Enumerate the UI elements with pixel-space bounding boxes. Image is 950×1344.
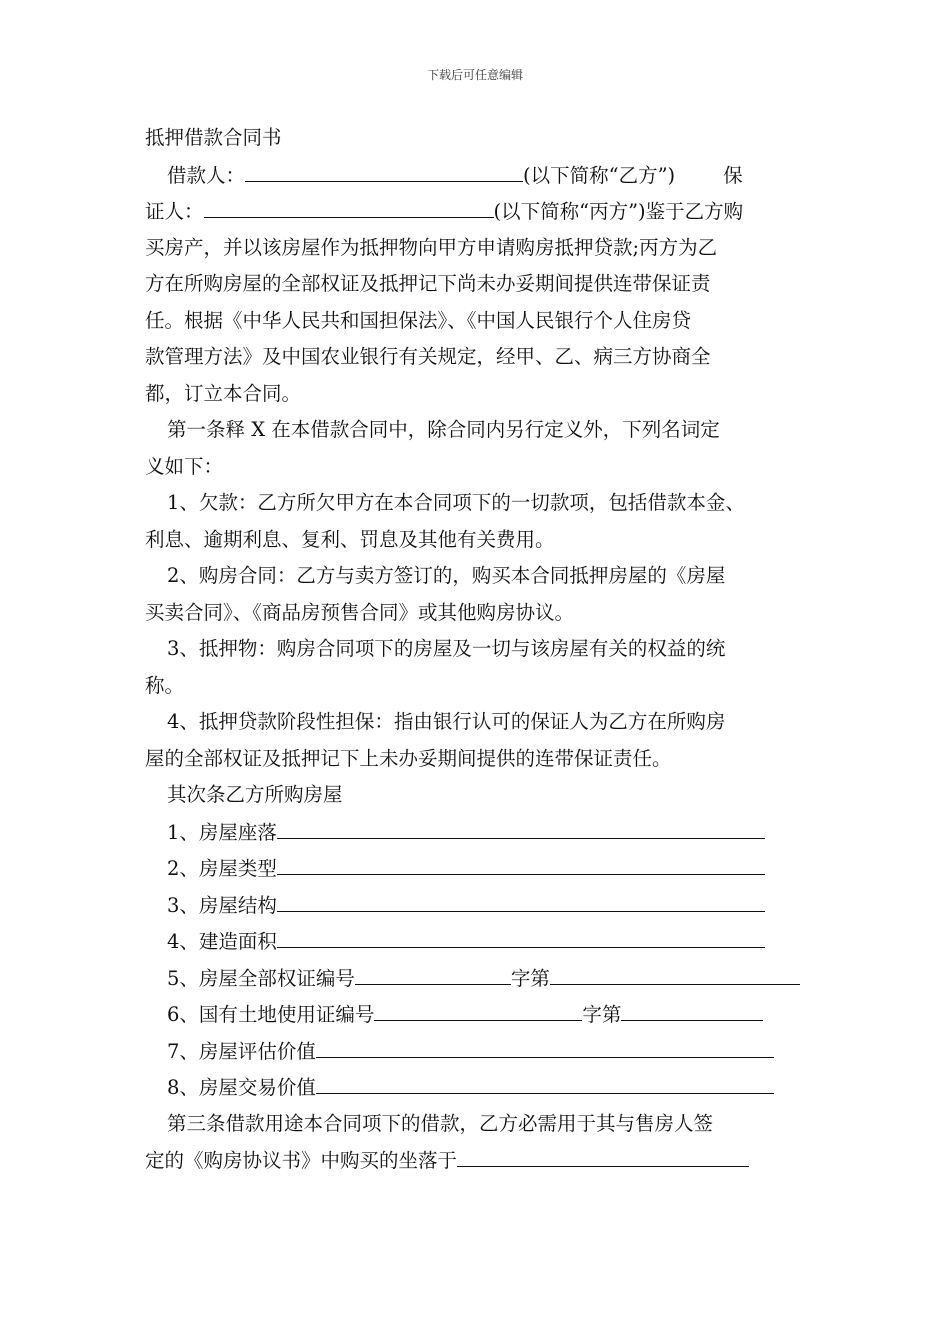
- ownership-cert-blank: [355, 960, 511, 985]
- transaction-value-blank: [316, 1069, 774, 1094]
- intro-text: 任。根据《中华人民共和国担保法》、《中国人民银行个人住房贷: [145, 308, 692, 332]
- article1-heading: 第一条释 X 在本借款合同中，除合同内另行定义外，下列名词定: [167, 418, 720, 441]
- house-location-label: 1、房屋座落: [167, 820, 277, 844]
- definition-item: 3、抵押物：购房合同项下的房屋及一切与该房屋有关的权益的统: [167, 637, 726, 660]
- article3-text: [145, 1142, 825, 1179]
- house-area-blank: [277, 923, 765, 948]
- house-type-blank: [277, 850, 765, 875]
- article1-text: 义如下：: [145, 454, 224, 478]
- definition-item: 2、购房合同：乙方与卖方签订的，购买本合同抵押房屋的《房屋: [167, 564, 726, 587]
- house-field: [145, 887, 825, 924]
- definition-item: 利息、逾期利息、复利、罚息及其他有关费用。: [145, 527, 555, 551]
- house-area-label: 4、建造面积: [167, 930, 277, 953]
- appraisal-value-blank: [316, 1033, 774, 1058]
- definition-item: 称。: [145, 673, 185, 697]
- house-field: [145, 923, 825, 960]
- borrower-blank: [245, 157, 523, 182]
- ownership-cert-label: 5、房屋全部权证编号: [167, 966, 355, 990]
- transaction-value-label: 8、房屋交易价值: [167, 1076, 316, 1099]
- house-field: [145, 850, 825, 887]
- house-field: [145, 1033, 825, 1070]
- intro-text: 都，订立本合同。: [145, 381, 302, 405]
- article3-heading: 第三条借款用途本合同项下的借款，乙方必需用于其与售房人签: [167, 1111, 714, 1135]
- guarantor-prefix: 保: [723, 163, 743, 187]
- land-cert-blank: [374, 996, 582, 1021]
- article3-location-label: 定的《购房协议书》中购买的坐落于: [145, 1149, 458, 1172]
- house-field: [145, 814, 825, 851]
- appraisal-value-label: 7、房屋评估价值: [167, 1039, 316, 1063]
- borrower-label: 借款人：: [167, 163, 246, 187]
- house-structure-blank: [277, 887, 765, 912]
- house-field: [145, 996, 825, 1033]
- contract-body: [145, 120, 825, 1179]
- guarantor-alias: (以下简称“丙方”)鉴于乙方购: [493, 200, 744, 223]
- ownership-cert-number-blank: [550, 960, 800, 985]
- intro-text: 买房产，并以该房屋作为抵押物向甲方申请购房抵押贷款;丙方为乙: [145, 235, 718, 259]
- land-cert-suffix: 字第: [582, 1003, 622, 1026]
- guarantor-line: [145, 193, 825, 230]
- intro-text: 方在所购房屋的全部权证及抵押记下尚未办妥期间提供连带保证责: [145, 272, 711, 295]
- land-cert-number-blank: [621, 996, 763, 1021]
- guarantor-blank: [204, 193, 494, 218]
- house-structure-label: 3、房屋结构: [167, 893, 277, 917]
- house-field: [145, 960, 825, 997]
- definition-item: 屋的全部权证及抵押记下上未办妥期间提供的连带保证责任。: [145, 746, 672, 770]
- borrower-alias: (以下简称“乙方”): [523, 163, 676, 187]
- definition-item: 4、抵押贷款阶段性担保：指由银行认可的保证人为乙方在所购房: [167, 710, 726, 733]
- house-type-label: 2、房屋类型: [167, 857, 277, 880]
- definition-item: 买卖合同》、《商品房预售合同》或其他购房协议。: [145, 600, 575, 624]
- ownership-cert-suffix: 字第: [510, 966, 550, 990]
- download-note: 下载后可任意编辑: [426, 68, 523, 82]
- land-cert-label: 6、国有土地使用证编号: [167, 1003, 375, 1026]
- intro-text: 款管理方法》及中国农业银行有关规定，经甲、乙、病三方协商全: [145, 345, 711, 368]
- house-field: [145, 1069, 825, 1106]
- contract-title: 抵押借款合同书: [145, 126, 282, 149]
- borrower-line: [145, 157, 825, 194]
- article3-location-blank: [457, 1142, 749, 1167]
- article2-heading: 其次条乙方所购房屋: [167, 783, 343, 806]
- guarantor-label: 证人：: [145, 200, 204, 223]
- definition-item: 1、欠款：乙方所欠甲方在本合同项下的一切款项，包括借款本金、: [167, 491, 745, 514]
- house-location-blank: [277, 814, 765, 839]
